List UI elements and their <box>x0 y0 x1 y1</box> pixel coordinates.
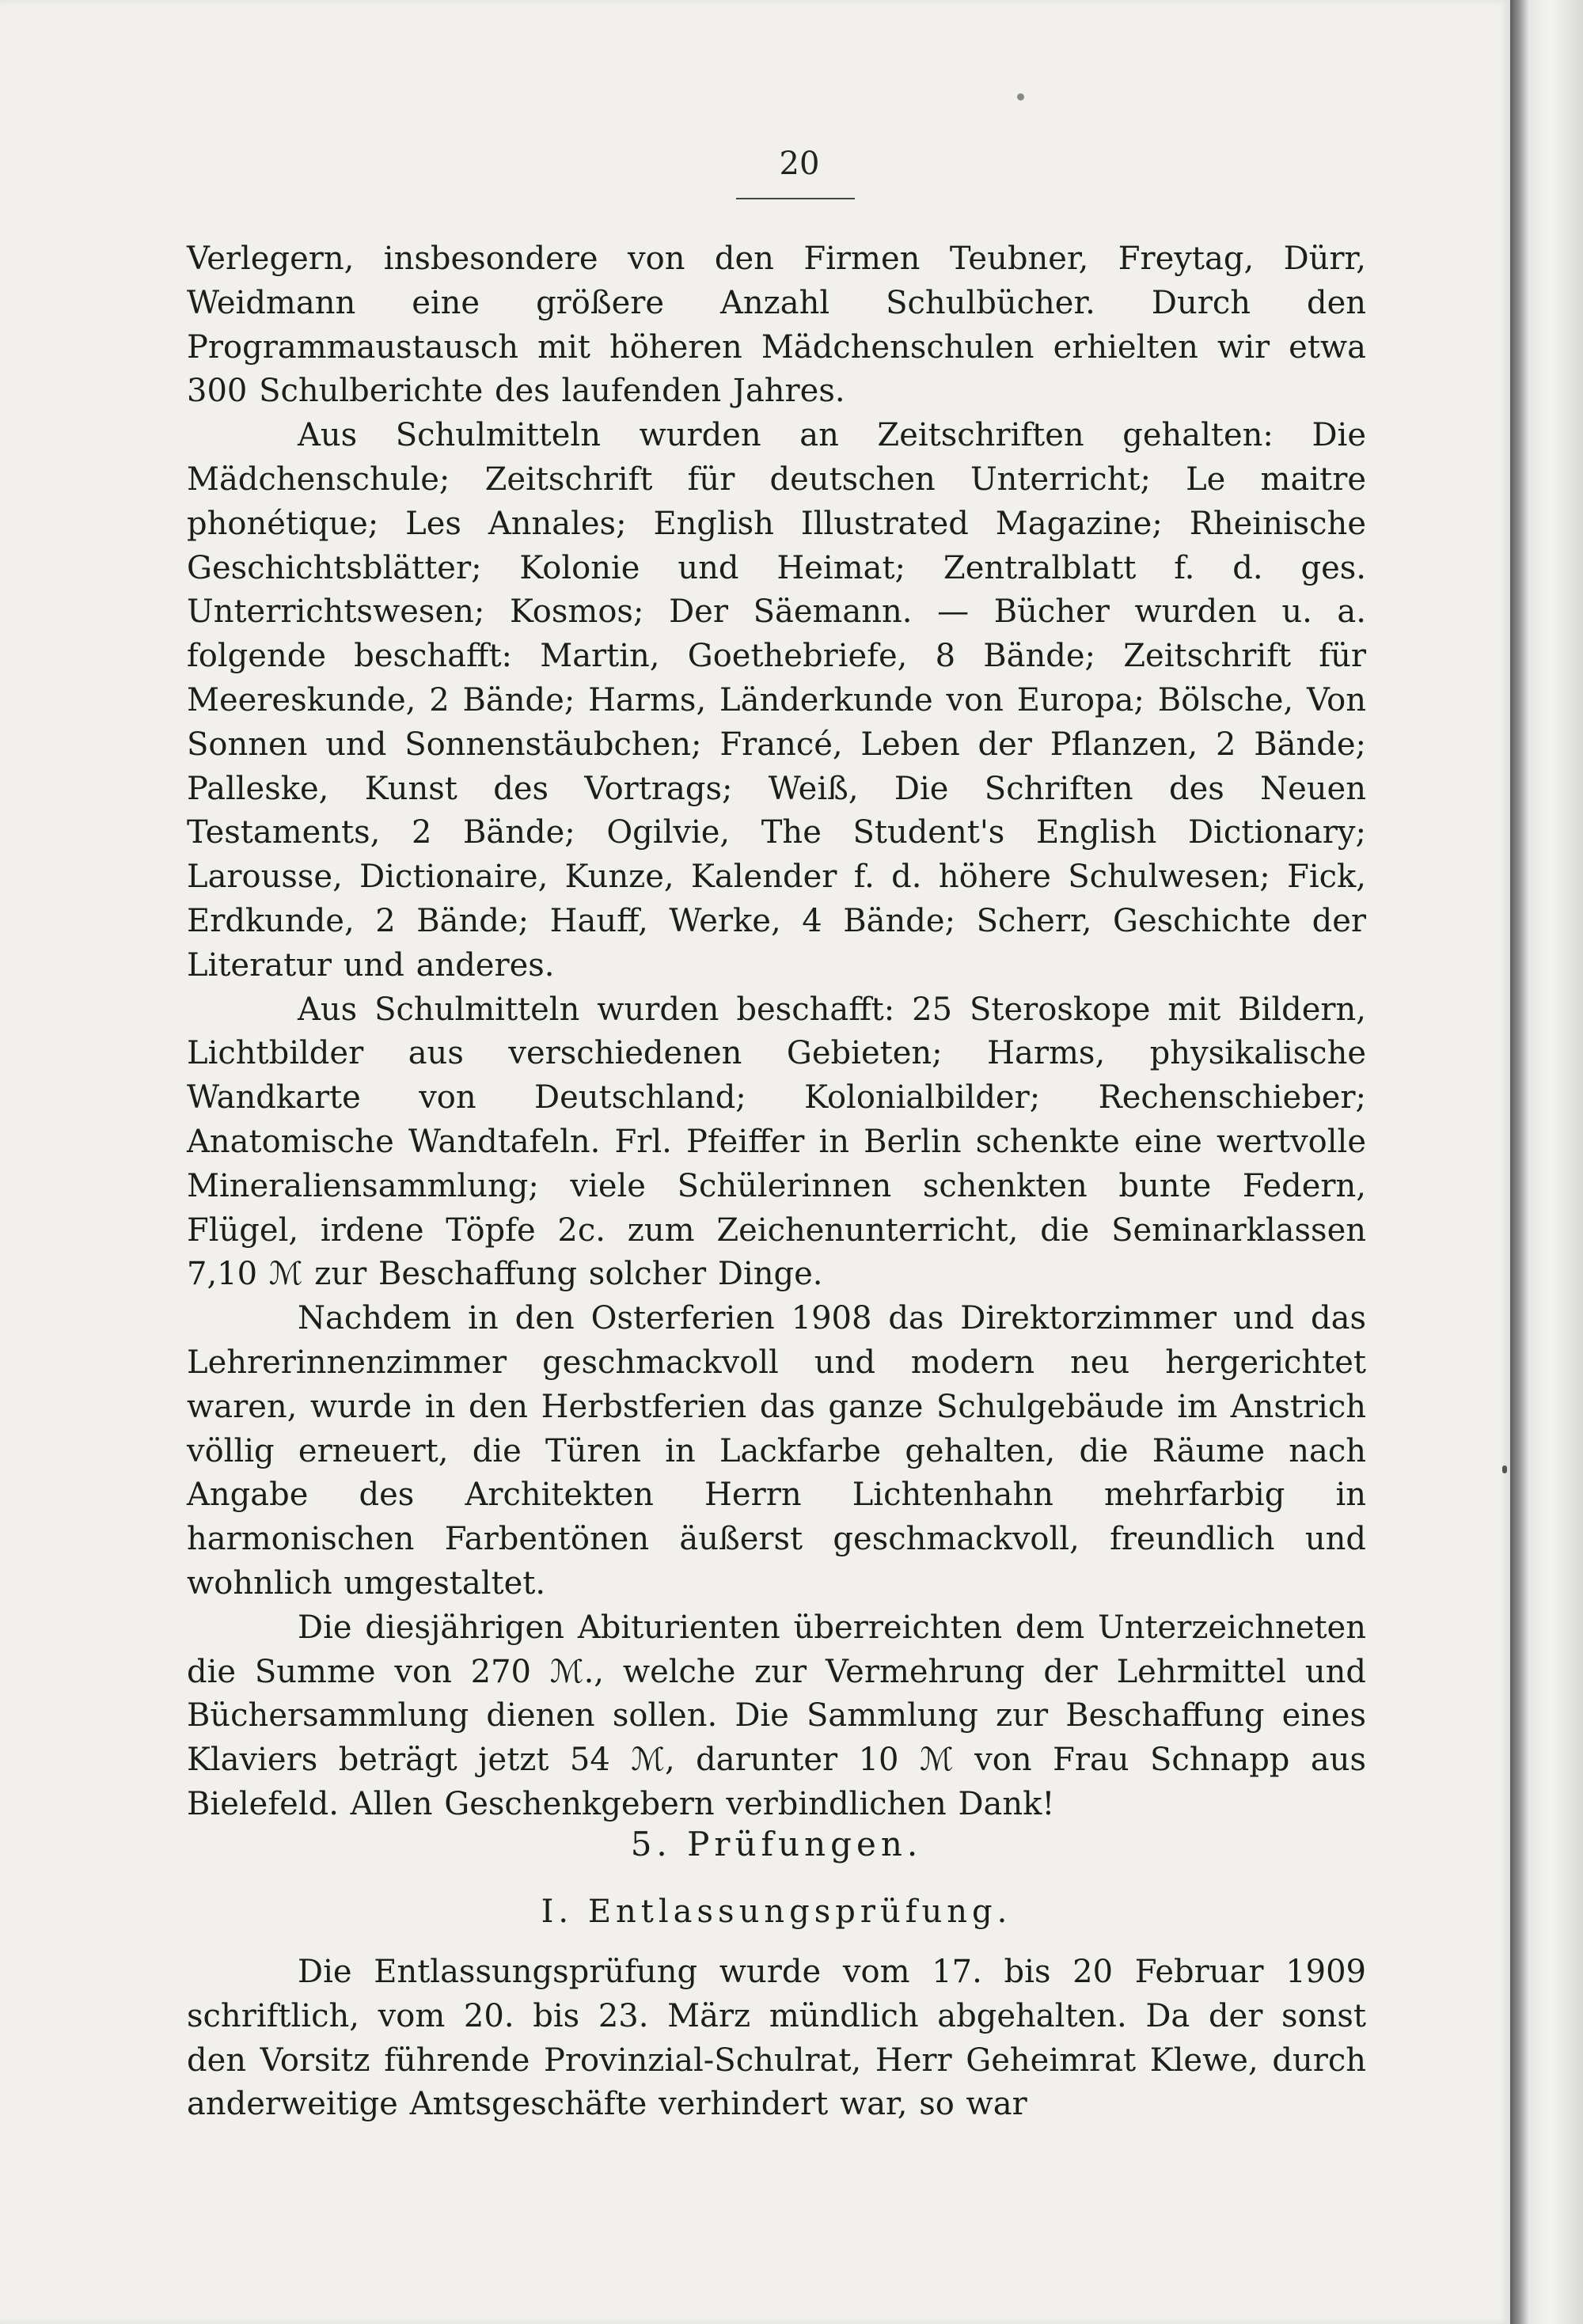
book-spine-edge <box>1510 0 1583 2324</box>
ink-smudge <box>1017 93 1024 100</box>
paragraph-publishers: Verlegern, insbesondere von den Firmen Teubner, Freytag, Dürr, Weidmann eine größere Anzahl Schulbücher. Durch den Programmaustausch mit höheren Mädchenschulen erhielten wir etwa 300 Schulberichte des laufenden Jahres. <box>187 241 1366 410</box>
binding-mark <box>1502 1465 1507 1473</box>
exam-text <box>187 1951 1366 2127</box>
page-number-rule <box>736 198 855 199</box>
paragraph-periodicals: Aus Schulmitteln wurden an Zeitschriften gehalten: Die Mädchenschule; Zeitschrift für deutschen Unterricht; Le maitre phonétique; Les Annales; English Illustrated Magazine; Rheinische Geschichtsblätter; Kolonie und Heimat; Zentralblatt f. d. ges. Unterrichtswesen; Kosmos; Der Säemann. — Bücher wurden u. a. folgende beschafft: Martin, Goethebriefe, 8 Bände; Zeitschrift für Meereskunde, 2 Bände; Harms, Länderkunde von Europa; Bölsche, Von Sonnen und Sonnenstäubchen; Francé, Leben der Pflanzen, 2 Bände; Palleske, Kunst des Vortrags; Weiß, Die Schriften des Neuen Testaments, 2 Bände; Ogilvie, The Student's English Dictionary; Larousse, Dictionaire, Kunze, Kalender f. d. höhere Schulwesen; Fick, Erdkunde, 2 Bände; Hauff, Werke, 4 Bände; Scherr, Geschichte der Literatur und anderes. <box>187 417 1366 984</box>
body-text <box>187 237 1366 1827</box>
paragraph-donations: Die diesjährigen Abiturienten überreichten dem Unterzeichneten die Summe von 270 ℳ., welche zur Vermehrung der Lehrmittel und Büchersammlung dienen sollen. Die Sammlung zur Beschaffung eines Klaviers beträgt jetzt 54 ℳ, darunter 10 ℳ von Frau Schnapp aus Bielefeld. Allen Geschenkgebern verbindlichen Dank! <box>187 1609 1366 1822</box>
paragraph-renovation: Nachdem in den Osterferien 1908 das Direktorzimmer und das Lehrerinnenzimmer geschmackvoll und modern neu hergerichtet waren, wurde in den Herbstferien das ganze Schulgebäude im Anstrich völlig erneuert, die Türen in Lackfarbe gehalten, die Räume nach Angabe des Architekten Herrn Lichtenhahn mehrfarbig in harmonischen Farbentönen äußerst geschmackvoll, freundlich und wohnlich umgestaltet. <box>187 1300 1366 1602</box>
section-subtitle: I. Entlassungsprüfung. <box>541 1894 1012 1930</box>
paragraph-teaching-materials: Aus Schulmitteln wurden beschafft: 25 Steroskope mit Bildern, Lichtbilder aus verschiedenen Gebieten; Harms, physikalische Wandkarte von Deutschland; Kolonialbilder; Rechenschieber; Anatomische Wandtafeln. Frl. Pfeiffer in Berlin schenkte eine wertvolle Mineraliensammlung; viele Schülerinnen schenkten bunte Federn, Flügel, irdene Töpfe 2c. zum Zeichenunterricht, die Seminarklassen 7,10 ℳ zur Beschaffung solcher Dinge. <box>187 991 1366 1293</box>
page-number: 20 <box>779 146 820 182</box>
paragraph-exam: Die Entlassungsprüfung wurde vom 17. bis 20 Februar 1909 schriftlich, vom 20. bis 23. März mündlich abgehalten. Da der sonst den Vorsitz führende Provinzial-Schulrat, Herr Geheimrat Klewe, durch anderweitige Amtsgeschäfte verhindert war, so war <box>187 1954 1366 2123</box>
section-title: 5. Prüfungen. <box>630 1825 923 1863</box>
